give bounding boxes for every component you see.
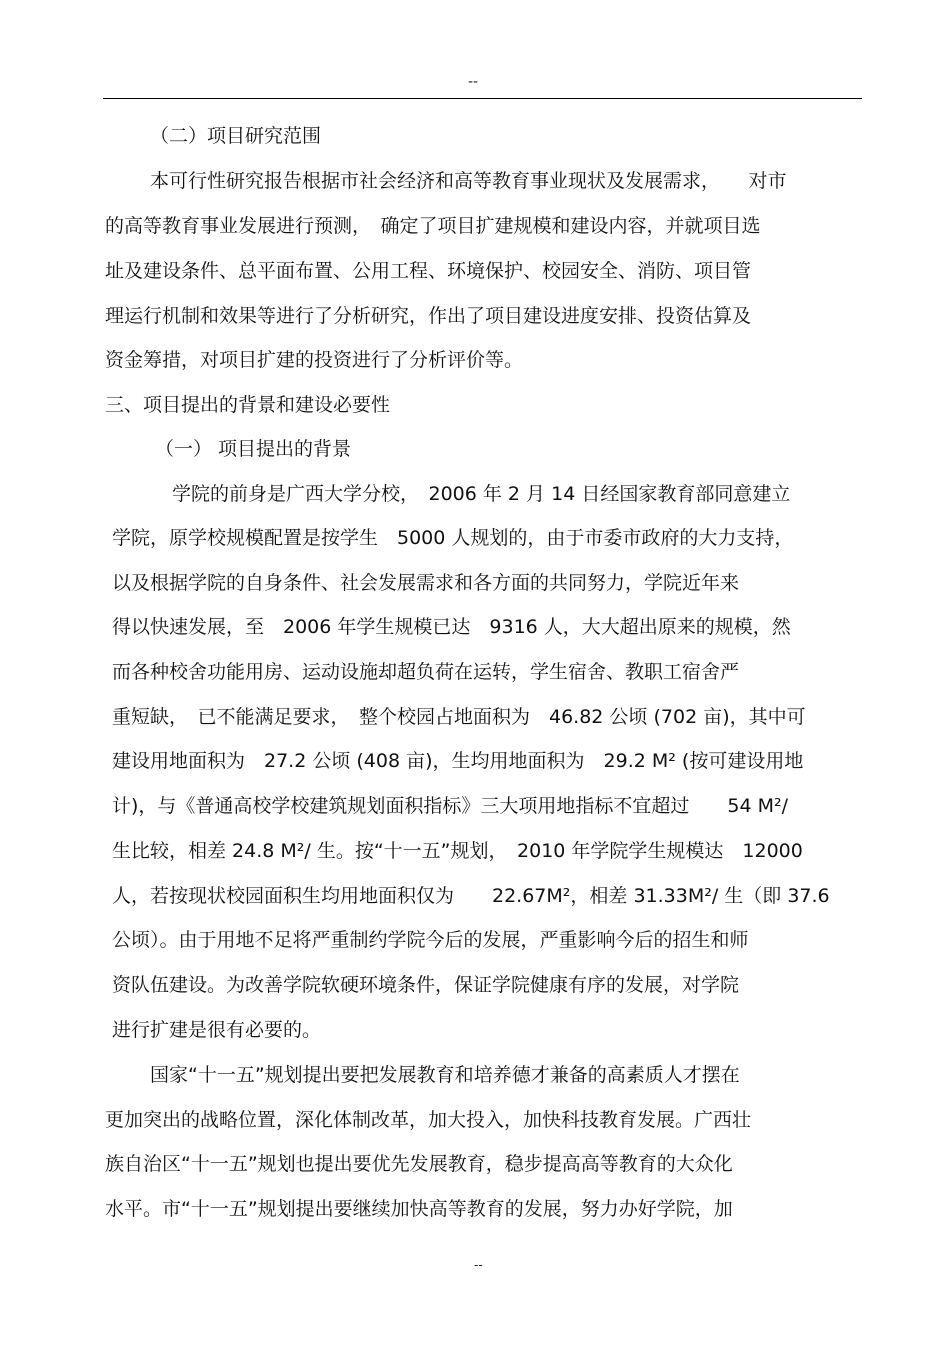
paragraph-line: 的高等教育事业发展进行预测， 确定了项目扩建规模和建设内容，并就项目选 [105,215,761,237]
paragraph-line: 公顷）。由于用地不足将严重制约学院今后的发展，严重影响今后的招生和师 [112,929,749,951]
paragraph-line: 学院的前身是广西大学分校， 2006 年 2 月 14 日经国家教育部同意建立 [172,483,791,505]
section-heading-background-necessity: 三、项目提出的背景和建设必要性 [105,394,391,416]
paragraph-line: 进行扩建是很有必要的。 [112,1019,322,1041]
paragraph-line: 资队伍建设。为改善学院软硬环境条件，保证学院健康有序的发展，对学院 [112,974,740,996]
paragraph-line: 计)，与《普通高校学校建筑规划面积指标》三大项用地指标不宜超过 54 M²/ [112,795,789,817]
paragraph-line: 资金筹措，对项目扩建的投资进行了分析评价等。 [105,349,524,371]
paragraph-line: 更加突出的战略位置，深化体制改革，加大投入，加快科技教育发展。广西壮 [105,1109,752,1131]
paragraph-line: 理运行机制和效果等进行了分析研究，作出了项目建设进度安排、投资估算及 [105,305,752,327]
paragraph-line: 国家“十一五”规划提出要把发展教育和培养德才兼备的高素质人才摆在 [150,1064,740,1086]
subsection-heading-background: （一） 项目提出的背景 [155,438,352,460]
paragraph-line: 水平。市“十一五”规划提出要继续加快高等教育的发展，努力办好学院，加 [105,1198,733,1220]
header-mark: -- [468,74,479,90]
paragraph-line: 人，若按现状校园面积生均用地面积仅为 22.67M²，相差 31.33M²/ 生（即 37.6 [112,885,830,907]
paragraph-line: 生比较，相差 24.8 M²/ 生。按“十一五”规划， 2010 年学院学生规模达 12000 [112,840,803,862]
paragraph-line: 以及根据学院的自身条件、社会发展需求和各方面的共同努力，学院近年来 [112,572,740,594]
paragraph-line: 址及建设条件、总平面布置、公用工程、环境保护、校园安全、消防、项目管 [105,260,752,282]
section-heading-research-scope: （二）项目研究范围 [150,125,322,147]
paragraph-line: 得以快速发展，至 2006 年学生规模已达 9316 人，大大超出原来的规模，然 [112,616,791,638]
paragraph-line: 本可行性研究报告根据市社会经济和高等教育事业现状及发展需求， 对市 [150,170,787,192]
paragraph-line: 重短缺， 已不能满足要求， 整个校园占地面积为 46.82 公顷 (702 亩)，其中可 [112,706,806,728]
paragraph-line: 族自治区“十一五”规划也提出要优先发展教育，稳步提高高等教育的大众化 [105,1153,733,1175]
header-rule [103,98,862,99]
paragraph-line: 而各种校舍功能用房、运动设施却超负荷在运转，学生宿舍、教职工宿舍严 [112,661,740,683]
footer-mark: -- [474,1258,483,1272]
paragraph-line: 建设用地面积为 27.2 公顷 (408 亩)，生均用地面积为 29.2 M² (按可建设用地 [112,750,804,772]
paragraph-line: 学院，原学校规模配置是按学生 5000 人规划的，由于市委市政府的大力支持， [112,527,794,549]
